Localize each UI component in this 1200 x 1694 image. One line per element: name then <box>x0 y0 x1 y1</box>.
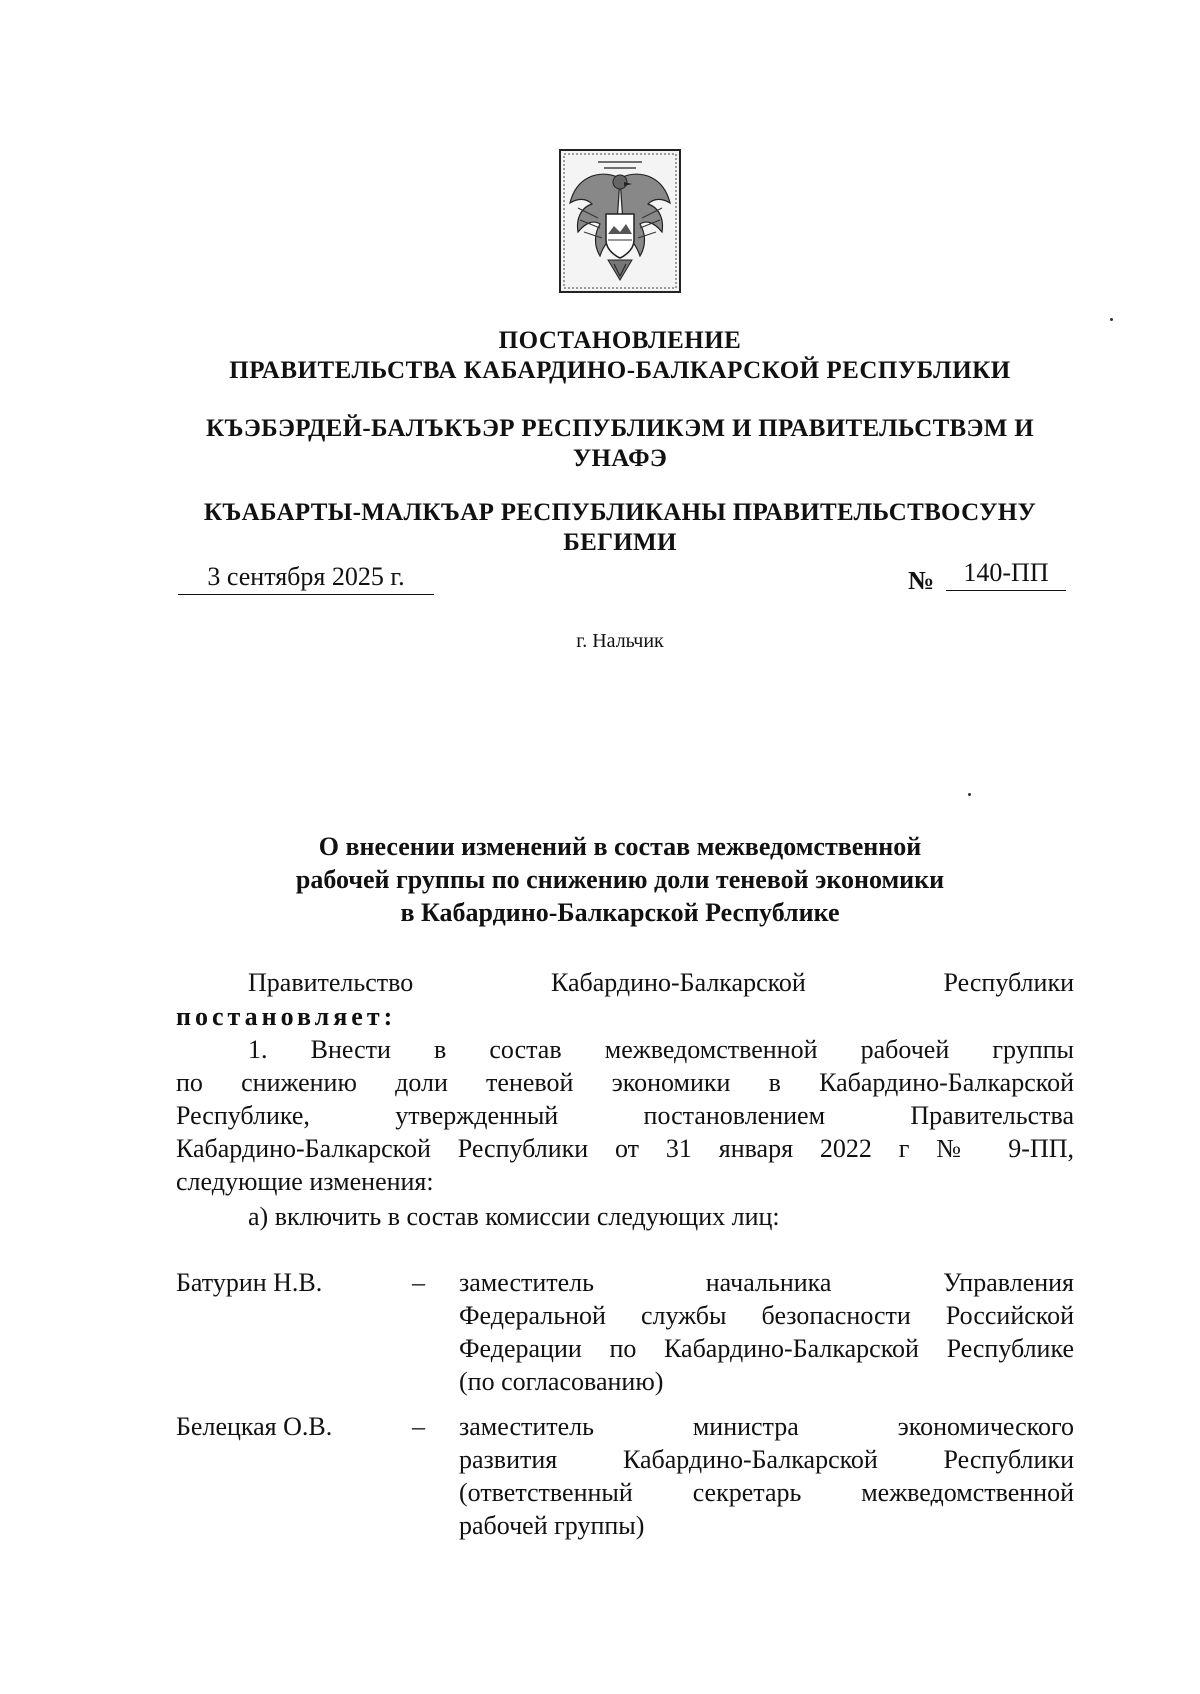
description-line: Федерации по Кабардино-Балкарской Республике <box>459 1334 1074 1363</box>
resolution-verb: постановляет: <box>176 1002 397 1031</box>
member-dash: – <box>412 1412 425 1441</box>
title-line: О внесении изменений в состав межведомственной <box>318 832 922 861</box>
description-line: (ответственный секретарь межведомственной <box>459 1478 1074 1507</box>
intro-paragraph <box>176 966 1074 999</box>
scan-speck <box>968 793 971 796</box>
document-date: 3 сентября 2025 г. <box>178 560 434 595</box>
paragraph-line: Республике, утвержденный постановлением Правительства <box>176 1101 1074 1130</box>
city: г. Нальчик <box>576 630 664 652</box>
subparagraph-a: а) включить в состав комиссии следующих лиц: <box>248 1202 780 1231</box>
description-line: развития Кабардино-Балкарской Республики <box>459 1445 1074 1474</box>
paragraph-line: следующие изменения: <box>176 1167 434 1196</box>
member-dash: – <box>412 1268 425 1297</box>
header-kabardian: КЪЭБЭРДЕЙ-БАЛЪКЪЭР РЕСПУБЛИКЭМ И ПРАВИТЕЛЬСТВЭМ И УНАФЭ <box>206 415 1034 472</box>
header-balkar: КЪАБАРТЫ-МАЛКЪАР РЕСПУБЛИКАНЫ ПРАВИТЕЛЬСТВОСУНУ БЕГИМИ <box>203 499 1037 556</box>
member-name: Белецкая О.В. <box>176 1412 333 1441</box>
description-line: рабочей группы) <box>459 1511 645 1540</box>
description-line: заместитель начальника Управления <box>459 1268 1074 1297</box>
document-number: 140-ПП <box>946 556 1066 591</box>
description-line: заместитель министра экономического <box>459 1412 1074 1441</box>
member-name: Батурин Н.В. <box>176 1268 323 1297</box>
title-line: рабочей группы по снижению доли теневой экономики <box>295 865 945 894</box>
header-government: ПРАВИТЕЛЬСТВА КАБАРДИНО-БАЛКАРСКОЙ РЕСПУБЛИКИ <box>229 357 1011 384</box>
description-line: (по согласованию) <box>459 1367 664 1396</box>
paragraph-1 <box>176 1033 1074 1198</box>
coat-of-arms-icon <box>558 148 682 294</box>
scan-speck <box>1110 318 1113 321</box>
paragraph-line: 1. Внести в состав межведомственной рабочей группы <box>248 1035 1074 1064</box>
description-line: Федеральной службы безопасности Российской <box>459 1301 1074 1330</box>
header-title: ПОСТАНОВЛЕНИЕ <box>498 327 742 354</box>
paragraph-line: по снижению доли теневой экономики в Кабардино-Балкарской <box>176 1068 1074 1097</box>
coat-of-arms-emblem <box>558 148 682 294</box>
member-description <box>459 1266 1074 1398</box>
paragraph-line: Кабардино-Балкарской Республики от 31 января 2022 г № 9-ПП, <box>176 1134 1074 1163</box>
title-line: в Кабардино-Балкарской Республике <box>400 898 840 927</box>
intro-line: Правительство Кабардино-Балкарской Республики <box>248 968 1074 997</box>
member-description <box>459 1410 1074 1542</box>
number-label: № <box>908 566 935 595</box>
document-title <box>220 830 1020 929</box>
